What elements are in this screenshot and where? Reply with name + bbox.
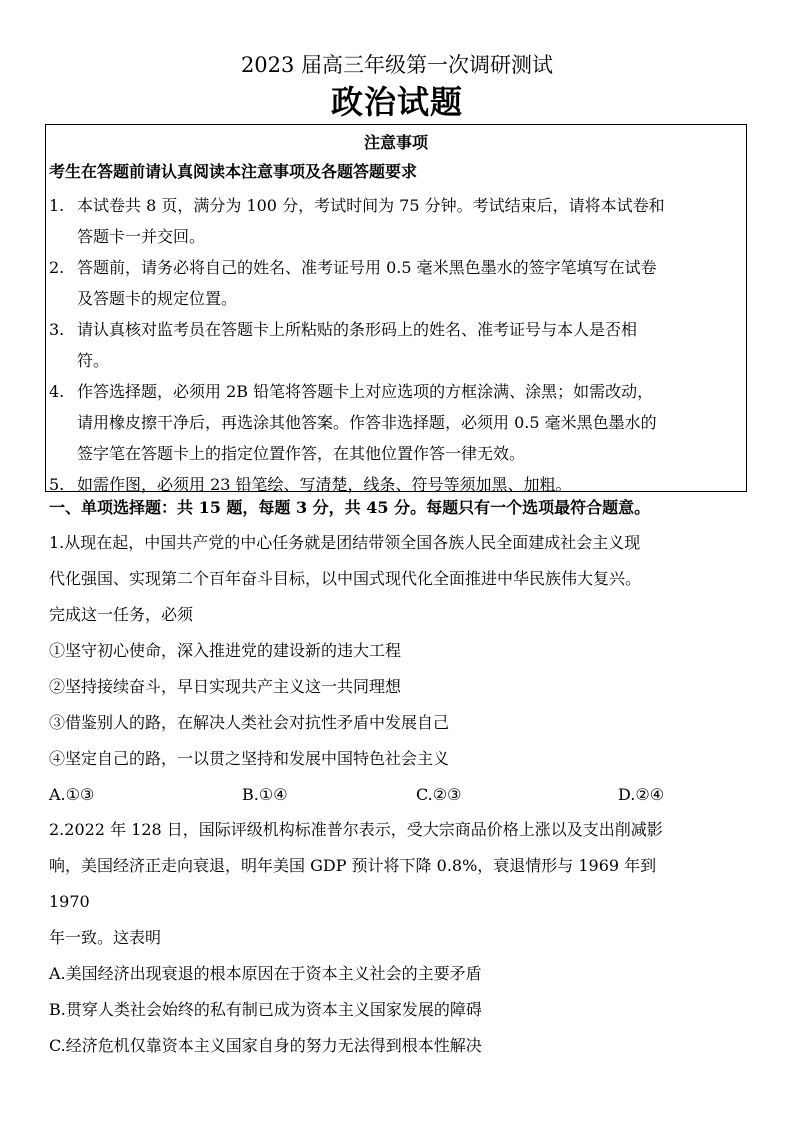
- notice-item: [49, 314, 743, 376]
- notice-item-line: 本试卷共 8 页，满分为 100 分，考试时间为 75 分钟。考试结束后，请将本试卷和: [77, 196, 665, 215]
- notice-item-line: 如需作图，必须用 23 铅笔绘、写清楚，线条、符号等须加黑、加粗。: [77, 475, 572, 494]
- answer-option-a: A.美国经济出现衰退的根本原因在于资本主义社会的主要矛盾: [49, 964, 482, 983]
- question-statement: ②坚持接续奋斗，早日实现共产主义这一共同理想: [49, 677, 402, 696]
- notice-item-line: 符。: [77, 351, 110, 370]
- answer-option-d: D.②④: [618, 785, 665, 804]
- question-stem-line: 2.2022 年 128 日，国际评级机构标准普尔表示，受大宗商品价格上涨以及支出削减影: [49, 820, 663, 839]
- answer-option-a: A.①③: [49, 785, 95, 804]
- notice-item-number: 1.: [49, 196, 65, 215]
- question-stem-line: 代化强国、实现第二个百年奋斗目标，以中国式现代化全面推进中华民族伟大复兴。: [49, 569, 642, 588]
- question-2: [49, 812, 749, 1064]
- notice-item-number: 4.: [49, 382, 65, 401]
- notice-item-number: 5.: [49, 475, 65, 494]
- notice-item-line: 签字笔在答题卡上的指定位置作答，在其他位置作答一律无效。: [77, 444, 526, 463]
- notice-item-number: 3.: [49, 320, 65, 339]
- answer-option-b: B.①④: [242, 785, 288, 804]
- question-stem-line: 1.从现在起，中国共产党的中心任务就是团结带领全国各族人民全面建成社会主义现: [49, 533, 641, 552]
- question-1: [49, 525, 749, 813]
- question-stem-line: 1970: [49, 892, 90, 911]
- question-statement: ③借鉴别人的路，在解决人类社会对抗性矛盾中发展自己: [49, 713, 450, 732]
- answer-option-c: C.②③: [416, 785, 462, 804]
- notice-item-line: 作答选择题，必须用 2B 铅笔将答题卡上对应选项的方框涂满、涂黑；如需改动，: [77, 382, 654, 401]
- notice-item-line: 答题卡一并交回。: [77, 227, 206, 246]
- question-statement: ①坚守初心使命，深入推进党的建设新的违大工程: [49, 641, 402, 660]
- question-stem-line: 完成这一任务，必须: [49, 605, 194, 624]
- notice-item: [49, 252, 743, 314]
- notice-subheading: 考生在答题前请认真阅读本注意事项及各题答题要求: [49, 162, 418, 181]
- notice-item: [49, 190, 743, 252]
- notice-list: [49, 190, 743, 500]
- question-stem-line: 响，美国经济正走向衰退，明年美国 GDP 预计将下降 0.8%，衰退情形与 1969 年到: [49, 856, 657, 875]
- section-heading: 一、单项选择题：共 15 题，每题 3 分，共 45 分。每题只有一个选项最符合题意。: [49, 498, 651, 517]
- notice-item-line: 请认真核对监考员在答题卡上所粘贴的条形码上的姓名、准考证号与本人是否相: [77, 320, 638, 339]
- exam-title: 2023 届高三年级第一次调研测试: [240, 53, 554, 77]
- notice-item-line: 及答题卡的规定位置。: [77, 289, 238, 308]
- notice-item-number: 2.: [49, 258, 65, 277]
- question-statement: ④坚定自己的路，一以贯之坚持和发展中国特色社会主义: [49, 749, 450, 768]
- subject-title: 政治试题: [330, 83, 463, 121]
- notice-item: [49, 376, 743, 469]
- notice-item-line: 请用橡皮擦干净后，再选涂其他答案。作答非选择题，必须用 0.5 毫米黑色墨水的: [77, 413, 657, 432]
- notice-heading: 注意事项: [363, 133, 428, 152]
- notice-item-line: 答题前，请务必将自己的姓名、准考证号用 0.5 毫米黑色墨水的签字笔填写在试卷: [77, 258, 657, 277]
- answer-option-c: C.经济危机仅靠资本主义国家自身的努力无法得到根本性解决: [49, 1036, 482, 1055]
- answer-options: [49, 777, 749, 813]
- answer-option-b: B.贯穿人类社会始终的私有制已成为资本主义国家发展的障碍: [49, 1000, 482, 1019]
- question-stem-line: 年一致。这表明: [49, 928, 162, 947]
